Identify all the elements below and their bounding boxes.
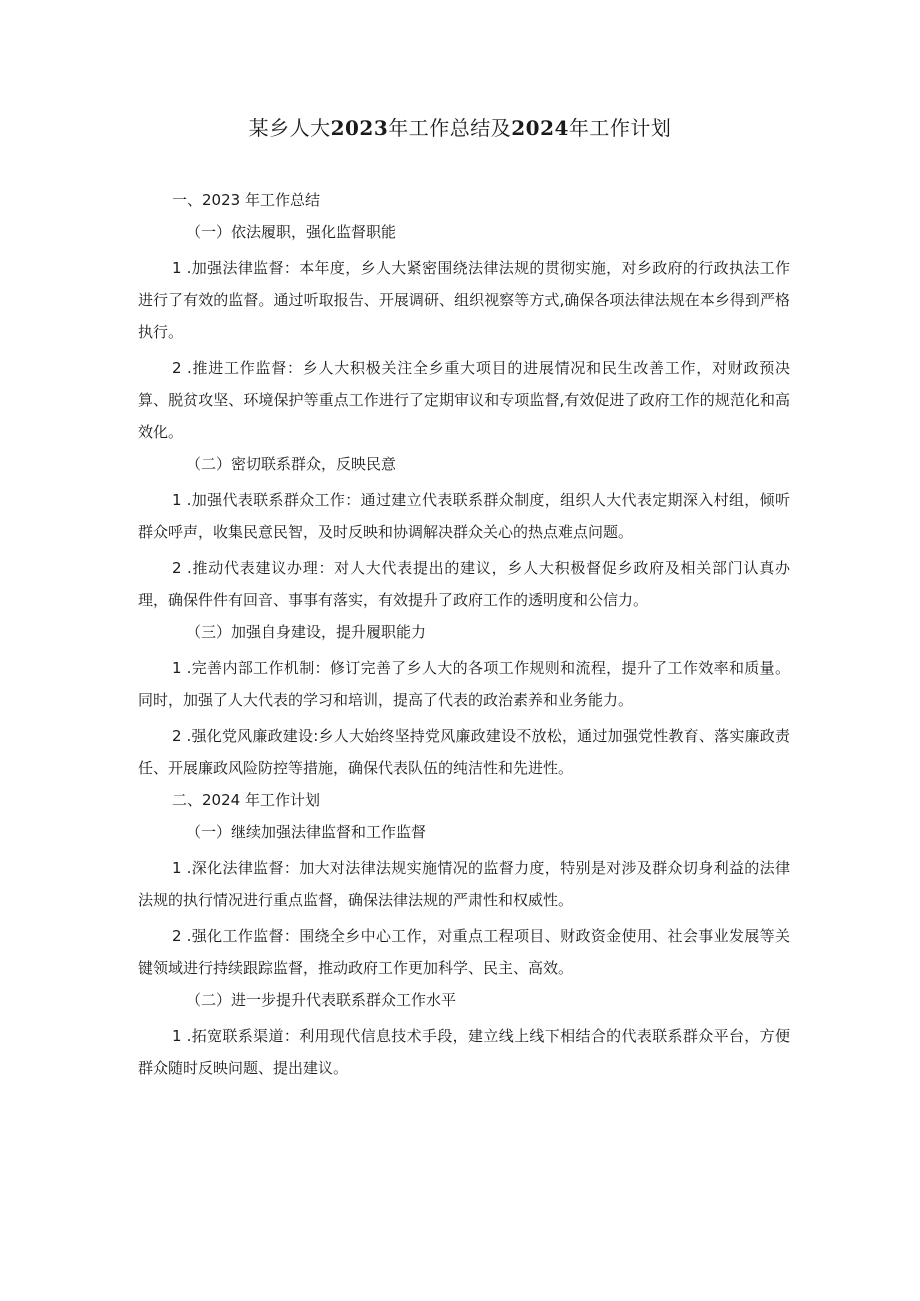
title-year: 2024 <box>511 116 569 140</box>
paragraph: 1 .拓宽联系渠道：利用现代信息技术手段，建立线上线下相结合的代表联系群众平台，方便群众随时反映问题、提出建议。 <box>138 1027 790 1077</box>
subsection-heading: （二）密切联系群众，反映民意 <box>186 455 397 473</box>
section-heading: 二、2024 年工作计划 <box>172 791 320 809</box>
title-part: 年工作计划 <box>568 116 672 140</box>
section-heading: 一、2023 年工作总结 <box>172 191 320 209</box>
subsection-heading: （一）继续加强法律监督和工作监督 <box>186 823 427 841</box>
paragraph: 2 .推动代表建议办理：对人大代表提出的建议，乡人大积极督促乡政府及相关部门认真办理，确保件件有回音、事事有落实，有效提升了政府工作的透明度和公信力。 <box>138 559 790 609</box>
paragraph: 1 .加强法律监督：本年度，乡人大紧密围绕法律法规的贯彻实施，对乡政府的行政执法工作进行了有效的监督。通过听取报告、开展调研、组织视察等方式,确保各项法律法规在本乡得到严格执行。 <box>138 259 790 341</box>
subsection-heading: （一）依法履职，强化监督职能 <box>186 223 397 241</box>
paragraph: 1 .完善内部工作机制：修订完善了乡人大的各项工作规则和流程，提升了工作效率和质量。同时，加强了人大代表的学习和培训，提高了代表的政治素养和业务能力。 <box>138 659 790 709</box>
paragraph: 2 .强化党风廉政建设:乡人大始终坚持党风廉政建设不放松，通过加强党性教育、落实廉政责任、开展廉政风险防控等措施，确保代表队伍的纯洁性和先进性。 <box>138 727 790 777</box>
paragraph: 2 .强化工作监督：围绕全乡中心工作，对重点工程项目、财政资金使用、社会事业发展等关键领域进行持续跟踪监督，推动政府工作更加科学、民主、高效。 <box>138 927 790 977</box>
title-part: 年工作总结及 <box>388 116 512 140</box>
title-part: 某乡人大 <box>248 116 331 140</box>
paragraph: 2 .推进工作监督：乡人大积极关注全乡重大项目的进展情况和民生改善工作，对财政预决算、脱贫攻坚、环境保护等重点工作进行了定期审议和专项监督,有效促进了政府工作的规范化和高效化。 <box>138 359 790 441</box>
paragraph: 1 .加强代表联系群众工作：通过建立代表联系群众制度，组织人大代表定期深入村组，倾听群众呼声，收集民意民智，及时反映和协调解决群众关心的热点难点问题。 <box>138 491 790 541</box>
title-year: 2023 <box>330 116 389 140</box>
document-body <box>138 188 790 1084</box>
subsection-heading: （二）进一步提升代表联系群众工作水平 <box>186 991 457 1009</box>
document-title <box>0 113 920 143</box>
subsection-heading: （三）加强自身建设，提升履职能力 <box>186 623 427 641</box>
paragraph: 1 .深化法律监督：加大对法律法规实施情况的监督力度，特别是对涉及群众切身利益的法律法规的执行情况进行重点监督，确保法律法规的严肃性和权威性。 <box>138 859 790 909</box>
